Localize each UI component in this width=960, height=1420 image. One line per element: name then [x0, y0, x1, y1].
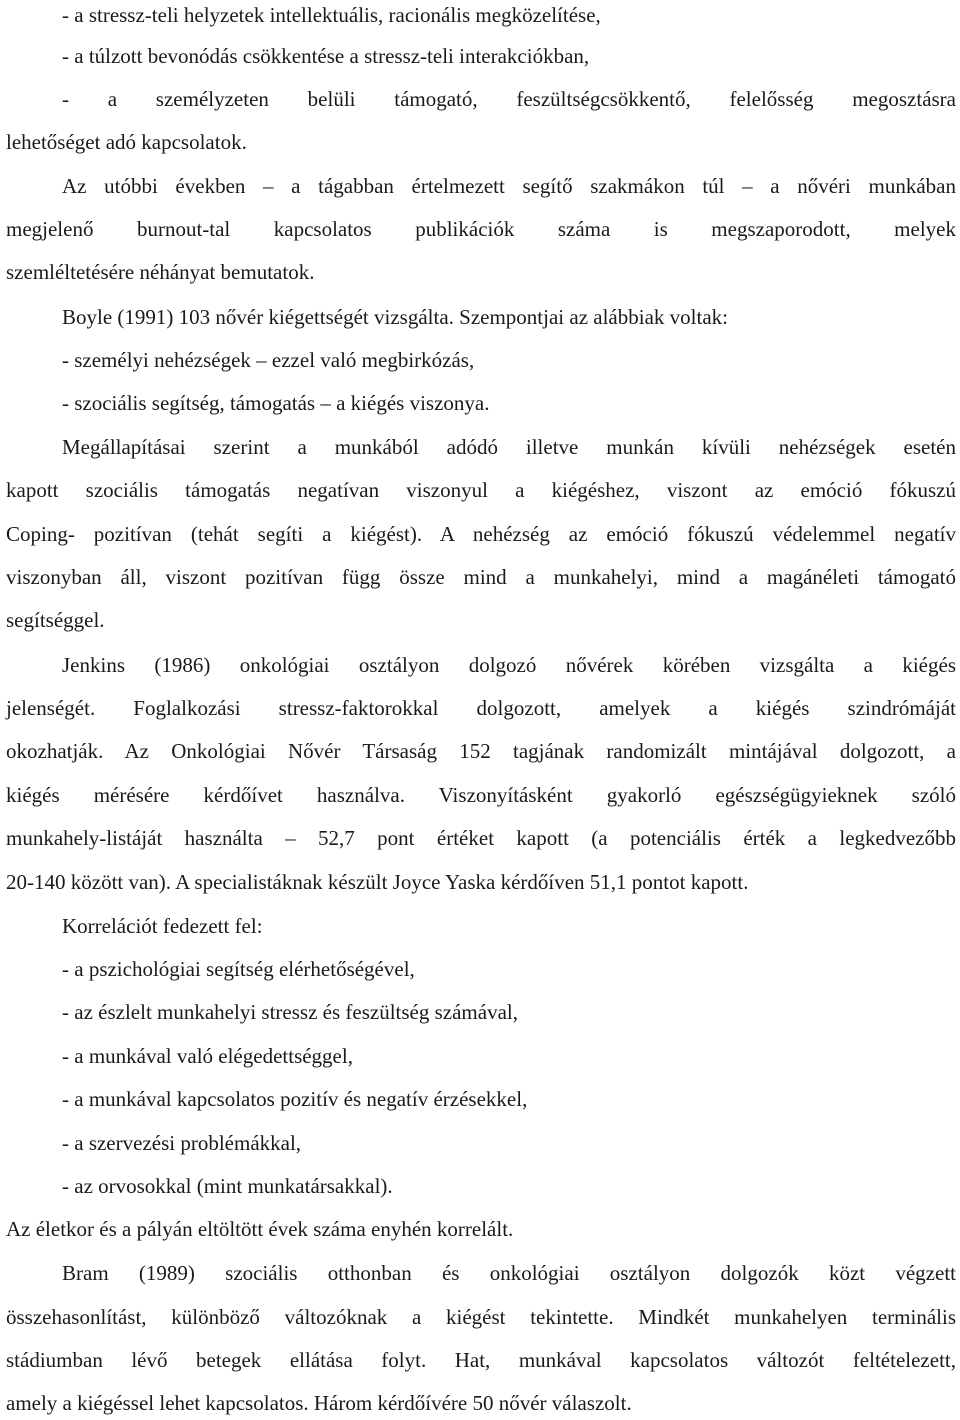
text-line: lehetőséget adó kapcsolatok.: [6, 130, 247, 154]
text-line: jelenségét. Foglalkozási stressz-faktorokkal dolgozott, amelyek a kiégés szindrómáját: [6, 696, 956, 720]
text-line: kiégés mérésére kérdőívet használva. Viszonyításként gyakorló egészségügyieknek szóló: [6, 783, 956, 807]
text-line: megjelenő burnout-tal kapcsolatos publikációk száma is megszaporodott, melyek: [6, 217, 956, 241]
text-line: Coping- pozitívan (tehát segíti a kiégést). A nehézség az emóció fókuszú védelemmel negatív: [6, 522, 956, 546]
text-line: okozhatják. Az Onkológiai Nővér Társaság 152 tagjának randomizált mintájával dolgozott, a: [6, 739, 956, 763]
text-line: Korrelációt fedezett fel:: [62, 914, 263, 938]
text-line: amely a kiégéssel lehet kapcsolatos. Három kérdőívére 50 nővér válaszolt.: [6, 1391, 632, 1415]
text-line: Bram (1989) szociális otthonban és onkológiai osztályon dolgozók közt végzett: [62, 1261, 956, 1285]
text-line: - a munkával való elégedettséggel,: [62, 1044, 353, 1068]
text-line: munkahely-listáját használta – 52,7 pont értéket kapott (a potenciális érték a legkedvezőbb: [6, 826, 956, 850]
text-line: 20-140 között van). A specialistáknak készült Joyce Yaska kérdőíven 51,1 pontot kapott.: [6, 870, 749, 894]
text-line: kapott szociális támogatás negatívan viszonyul a kiégéshez, viszont az emóció fókuszú: [6, 478, 956, 502]
text-line: szemléltetésére néhányat bemutatok.: [6, 260, 315, 284]
text-line: - a pszichológiai segítség elérhetőségével,: [62, 957, 415, 981]
text-line: stádiumban lévő betegek ellátása folyt. Hat, munkával kapcsolatos változót feltételezett,: [6, 1348, 956, 1372]
text-line: - az észlelt munkahelyi stressz és feszültség számával,: [62, 1000, 518, 1024]
text-line: Jenkins (1986) onkológiai osztályon dolgozó nővérek körében vizsgálta a kiégés: [62, 653, 956, 677]
text-line: Az életkor és a pályán eltöltött évek száma enyhén korrelált.: [6, 1217, 514, 1241]
text-line: - szociális segítség, támogatás – a kiégés viszonya.: [62, 391, 490, 415]
text-line: Megállapításai szerint a munkából adódó illetve munkán kívüli nehézségek esetén: [62, 435, 956, 459]
text-line: - személyi nehézségek – ezzel való megbirkózás,: [62, 348, 475, 372]
text-line: - a stressz-teli helyzetek intellektuális, racionális megközelítése,: [62, 3, 601, 27]
text-line: - a személyzeten belüli támogató, feszültségcsökkentő, felelősség megosztásra: [62, 87, 956, 111]
text-line: - a munkával kapcsolatos pozitív és negatív érzésekkel,: [62, 1087, 528, 1111]
text-line: - az orvosokkal (mint munkatársakkal).: [62, 1174, 393, 1198]
text-line: - a szervezési problémákkal,: [62, 1131, 302, 1155]
text-line: viszonyban áll, viszont pozitívan függ össze mind a munkahelyi, mind a magánéleti támogató: [6, 565, 956, 589]
text-line: összehasonlítást, különböző változóknak a kiégést tekintette. Mindkét munkahelyen terminális: [6, 1305, 956, 1329]
text-line: - a túlzott bevonódás csökkentése a stressz-teli interakciókban,: [62, 44, 590, 68]
text-line: Boyle (1991) 103 nővér kiégettségét vizsgálta. Szempontjai az alábbiak voltak:: [62, 305, 728, 329]
text-line: segítséggel.: [6, 608, 105, 632]
text-line: Az utóbbi években – a tágabban értelmezett segítő szakmákon túl – a nővéri munkában: [62, 174, 956, 198]
